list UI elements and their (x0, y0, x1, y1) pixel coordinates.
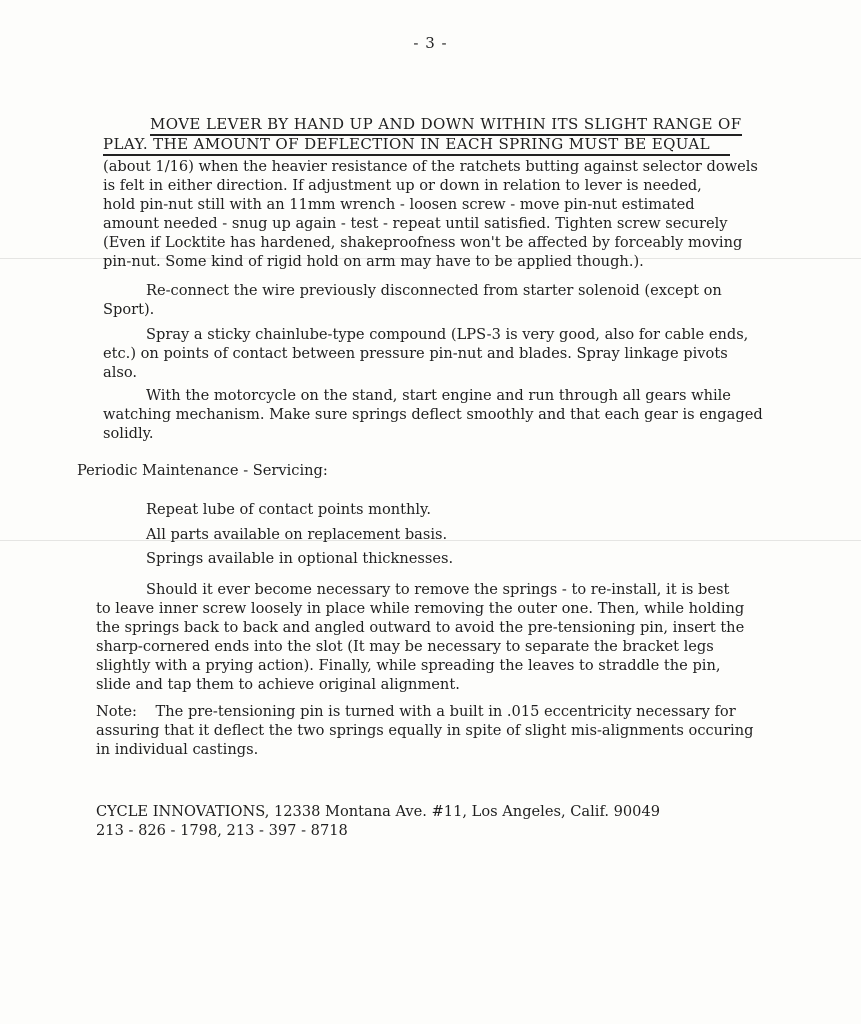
maintenance-item: All parts available on replacement basis. (146, 526, 448, 543)
para1-line: is felt in either direction. If adjustment up or down in relation to lever is needed, (103, 177, 702, 194)
para1-line: amount needed - snug up again - test - repeat until satisfied. Tighten screw securely (103, 215, 728, 232)
para5-line: slide and tap them to achieve original alignment. (96, 676, 460, 693)
para3-line: also. (103, 364, 138, 381)
para5-line: the springs back to back and angled outward to avoid the pre-tensioning pin, insert the (96, 619, 745, 636)
para1-line: hold pin-nut still with an 11mm wrench - loosen screw - move pin-nut estimated (103, 196, 695, 213)
note-line: Note: The pre-tensioning pin is turned with a built in .015 eccentricity necessary for (96, 703, 736, 720)
para5-line: slightly with a prying action). Finally, while spreading the leaves to straddle the pin, (96, 657, 721, 674)
para4-line: With the motorcycle on the stand, start engine and run through all gears while (146, 387, 731, 404)
para2-line: Sport). (103, 301, 155, 318)
para1-line: pin-nut. Some kind of rigid hold on arm may have to be applied though.). (103, 253, 644, 270)
para1-line: (Even if Locktite has hardened, shakeproofness won't be affected by forceably moving (103, 234, 743, 251)
footer-address: CYCLE INNOVATIONS, 12338 Montana Ave. #11, Los Angeles, Calif. 90049 (96, 803, 661, 820)
para5-line: sharp-cornered ends into the slot (It may be necessary to separate the bracket legs (96, 638, 714, 655)
para3-line: Spray a sticky chainlube-type compound (LPS-3 is very good, also for cable ends, (146, 326, 749, 343)
para3-line: etc.) on points of contact between pressure pin-nut and blades. Spray linkage pivots (103, 345, 728, 362)
heading-line-2: PLAY. THE AMOUNT OF DEFLECTION IN EACH SPRING MUST BE EQUAL (103, 135, 710, 153)
para4-line: solidly. (103, 425, 154, 442)
note-line: in individual castings. (96, 741, 259, 758)
para5-line: to leave inner screw loosely in place while removing the outer one. Then, while holding (96, 600, 745, 617)
para2-line: Re-connect the wire previously disconnected from starter solenoid (except on (146, 282, 722, 299)
maintenance-heading: Periodic Maintenance - Servicing: (77, 462, 328, 479)
maintenance-item: Springs available in optional thicknesses. (146, 550, 454, 567)
para1-line: (about 1/16) when the heavier resistance of the ratchets butting against selector dowels (103, 158, 758, 175)
footer-phone: 213 - 826 - 1798, 213 - 397 - 8718 (96, 822, 348, 839)
maintenance-item: Repeat lube of contact points monthly. (146, 501, 432, 518)
heading-underline-2 (103, 154, 730, 156)
note-line: assuring that it deflect the two springs equally in spite of slight mis-alignments occuring (96, 722, 754, 739)
page-number: - 3 - (413, 34, 448, 52)
para5-line: Should it ever become necessary to remove the springs - to re-install, it is best (146, 581, 730, 598)
para4-line: watching mechanism. Make sure springs deflect smoothly and that each gear is engaged (103, 406, 763, 423)
heading-line-1: MOVE LEVER BY HAND UP AND DOWN WITHIN ITS SLIGHT RANGE OF (150, 115, 742, 133)
